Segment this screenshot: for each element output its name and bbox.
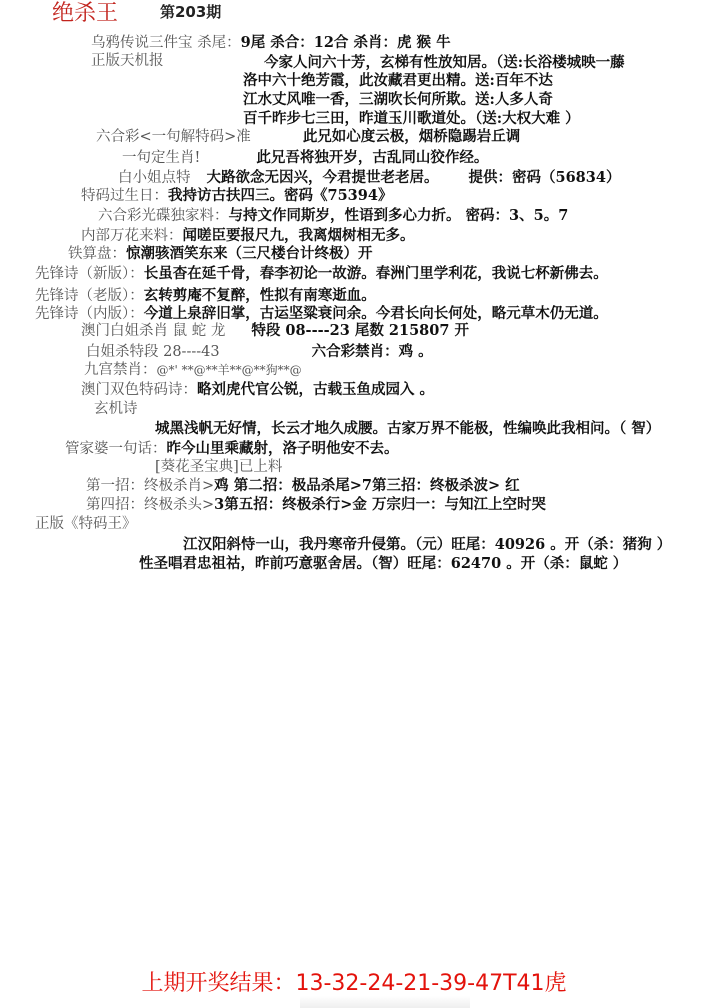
- footer-fade: [300, 996, 470, 1008]
- line-label: 正版天机报: [91, 53, 164, 69]
- line-value: 玄转剪庵不复醉，性拟有南寒逝血。: [143, 287, 376, 304]
- line-label: 乌鸦传说三件宝 杀尾：: [91, 35, 241, 51]
- line-label: 澳门白姐杀肖 鼠 蛇 龙: [81, 323, 226, 339]
- line-one-sentence: [96, 128, 520, 146]
- line-label: 先锋诗（老版）：: [35, 288, 144, 304]
- line-label: 澳门双色特码诗：: [81, 382, 197, 398]
- line-pioneer-old: [35, 287, 376, 305]
- line-pioneer-new: [35, 265, 608, 283]
- line-value: 略刘虎代官公锐，古载玉鱼成园入 。: [197, 381, 435, 398]
- poem-line-1: 今家人问六十芳，玄梯有性放知居。（送:长浴楼城映一藤: [264, 54, 625, 71]
- line-label: 九宫禁肖：: [84, 362, 157, 378]
- poem-line-3: 江水丈风唯一香，三湖吹长何所欺。送:人多人奇: [243, 91, 553, 108]
- poem-line-2: 洛中六十绝芳霞，此汝藏君更出精。送:百年不达: [243, 72, 553, 89]
- line-zodiac: [122, 149, 488, 167]
- line-value: 3第五招：终极杀行>金 万宗归一：与知江上空时哭: [214, 496, 546, 513]
- line-label: 白小姐点特: [118, 170, 191, 186]
- line-value: 此兄如心度云极，烟桥隐踢岩丘调: [302, 128, 521, 145]
- line-pioneer-inner: [35, 305, 608, 323]
- line-sunflower-heading: [葵花圣宝典]已上料: [155, 459, 283, 475]
- line-white-lady: [118, 169, 620, 187]
- line-cd-material: [98, 207, 568, 225]
- line-value: 大路欲念无因兴，今君提世老老居。: [206, 169, 439, 186]
- line-code-king-1: 江汉阳斜恃一山，我丹寒帝升侵第。（元）旺尾：40926 。开（杀：猪狗 ）: [183, 536, 672, 553]
- line-value: 鸡 第二招：极品杀尾>7第三招：终极杀波> 红: [214, 477, 520, 494]
- line-value: 今道上泉辞旧掌，古运坚粱衰问余。今君长向长何处，略元草木仍无道。: [143, 305, 608, 322]
- line-mystic-poem: 城黑浅帆无好情，长云才地久成腰。古家万界不能极，性编唤此我相问。（ 智）: [155, 420, 661, 437]
- line-housekeeper: [65, 440, 399, 458]
- line-label: 六合彩光碟独家料：: [98, 208, 229, 224]
- line-code-king-heading: 正版《特码王》: [35, 516, 137, 532]
- line-abacus: [68, 245, 373, 263]
- line-value: @*' **@**羊**@**狗**@: [156, 363, 302, 377]
- page-title: 绝杀王: [52, 1, 119, 26]
- line-internal: [81, 227, 415, 245]
- line-label: 先锋诗（新版）：: [35, 266, 144, 282]
- line-extra: 提供：密码（56834）: [468, 169, 621, 186]
- line-label: 六合彩<一句解特码>准: [96, 129, 251, 145]
- line-value: 长虽杳在延千骨，春李初论一故游。春洲门里学利花，我说七杯新佛去。: [143, 265, 608, 282]
- line-value: 闻嗟臣要报尺九，我离烟树相无多。: [182, 227, 415, 244]
- line-value: 昨今山里乘藏射，洛子明他安不去。: [166, 440, 399, 457]
- line-macau-kill: [81, 322, 469, 340]
- line-white-kill-segment: [86, 343, 433, 361]
- line-label: 白姐杀特段 28----43: [86, 344, 220, 360]
- poem-line-4: 百千昨步七三田，昨道玉川歌道处。（送:大权大难 ）: [243, 110, 580, 127]
- line-code-king-2: 性圣唱君忠祖祜，昨前巧意驱舍居。（智）旺尾：62470 。开（杀：鼠蛇 ）: [139, 555, 628, 572]
- line-crow-legend: [91, 34, 451, 52]
- line-tianji-heading: [91, 52, 164, 70]
- line-macau-poem: [81, 381, 434, 399]
- line-label: 管家婆一句话：: [65, 441, 167, 457]
- line-value: 此兄吾将独开岁，古乱同山狡作经。: [256, 149, 489, 166]
- line-moves-1: [86, 477, 520, 495]
- line-moves-2: [86, 496, 546, 514]
- line-value: 与持文作同斯岁，性语到多心力折。 密码：3、5。7: [228, 207, 569, 224]
- issue-number: 第203期: [160, 3, 222, 21]
- line-value: 特段 08----23 尾数 215807 开: [251, 322, 469, 339]
- line-label: 一句定生肖!: [122, 150, 201, 166]
- line-value: 我持访古扶四三。密码《75394》: [168, 187, 393, 204]
- line-label: 铁算盘：: [68, 246, 126, 262]
- line-mystic-poem-heading: 玄机诗: [94, 401, 138, 417]
- line-label: 第一招：终极杀肖>: [86, 478, 215, 494]
- line-value: 六合彩禁肖：鸡 。: [311, 343, 433, 360]
- line-label: 第四招：终极杀头>: [86, 497, 215, 513]
- line-birthday: [81, 187, 392, 205]
- line-label: 特码过生日：: [81, 188, 168, 204]
- line-nine-palace: [84, 361, 302, 379]
- line-label: 先锋诗（内版）：: [35, 306, 144, 322]
- line-value: 惊潮骇酒笑东来（三尺楼台计终极）开: [126, 245, 373, 262]
- line-label: 内部万花来料：: [81, 228, 183, 244]
- line-value: 9尾 杀合：12合 杀肖：虎 猴 牛: [240, 34, 451, 51]
- last-draw-result: 上期开奖结果：13-32-24-21-39-47T41虎: [141, 971, 567, 996]
